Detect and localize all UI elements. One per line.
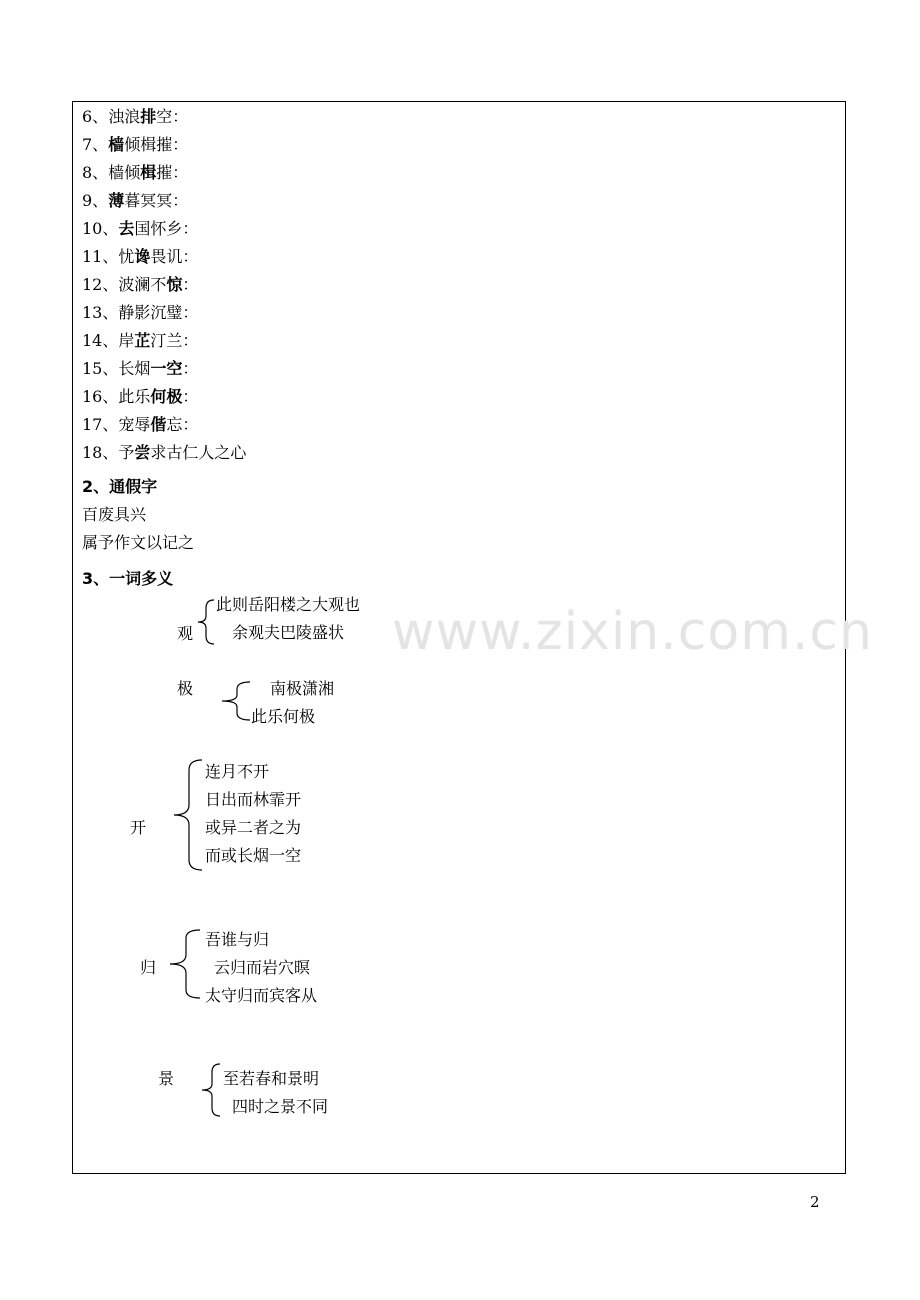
vocab-item-text: 静影沉璧： <box>118 303 199 322</box>
vocab-item-key-char: 薄 <box>108 191 125 210</box>
vocab-item-text: 予 <box>118 443 135 462</box>
vocab-item-text: ： <box>182 275 199 294</box>
vocab-item-text: 岸 <box>118 331 135 350</box>
vocab-item <box>82 219 198 239</box>
vocab-item-number: 17、 <box>82 415 119 434</box>
curly-brace-icon <box>200 1062 222 1118</box>
vocab-item-text: 樯倾 <box>108 163 141 182</box>
vocab-item <box>82 303 198 323</box>
vocab-item <box>82 443 246 463</box>
vocab-item-text: 空： <box>156 107 189 126</box>
vocab-item-number: 10、 <box>82 219 119 238</box>
vocab-item <box>82 387 198 407</box>
vocab-item-key-char: 惊 <box>166 275 183 294</box>
vocab-item-number: 12、 <box>82 275 119 294</box>
vocab-item-number: 18、 <box>82 443 119 462</box>
vocab-item-number: 9、 <box>82 191 109 210</box>
vocab-item-text: 此乐 <box>118 387 151 406</box>
page-number: 2 <box>810 1193 820 1211</box>
vocab-item-text: 畏讥： <box>150 247 199 266</box>
polysemy-phrase: 或异二者之为 <box>205 818 302 837</box>
polysemy-word: 观 <box>177 624 194 643</box>
vocab-item-number: 6、 <box>82 107 109 126</box>
polysemy-phrase: 四时之景不同 <box>232 1097 329 1116</box>
vocab-item-key-char: 芷 <box>134 331 151 350</box>
vocab-item-text: 倾楫摧： <box>124 135 189 154</box>
section-heading-tongjiazi: 2、通假字 <box>82 477 158 496</box>
vocab-item <box>82 359 198 379</box>
vocab-item-text: 汀兰： <box>150 331 199 350</box>
vocab-item-key-char: 尝 <box>134 443 151 462</box>
vocab-item-text: 摧： <box>156 163 189 182</box>
vocab-item-text: 宠辱 <box>118 415 151 434</box>
vocab-item-key-char: 偕 <box>150 415 167 434</box>
polysemy-phrase: 太守归而宾客从 <box>205 986 318 1005</box>
polysemy-word: 景 <box>158 1069 175 1088</box>
tongjiazi-item: 百废具兴 <box>82 505 147 524</box>
vocab-item <box>82 163 188 183</box>
watermark: www.zixin.com.cn <box>392 602 873 662</box>
polysemy-phrase: 日出而林霏开 <box>205 790 302 809</box>
vocab-item-number: 8、 <box>82 163 109 182</box>
vocab-item-text: 国怀乡： <box>134 219 199 238</box>
vocab-item-key-char: 排 <box>140 107 157 126</box>
vocab-item-text: 忧 <box>118 247 135 266</box>
polysemy-phrase: 南极潇湘 <box>270 679 335 698</box>
polysemy-phrase: 至若春和景明 <box>223 1069 320 1088</box>
vocab-item-number: 7、 <box>82 135 109 154</box>
polysemy-phrase: 吾谁与归 <box>205 930 270 949</box>
vocab-item-key-char: 一空 <box>150 359 183 378</box>
polysemy-phrase: 而或长烟一空 <box>205 846 302 865</box>
polysemy-word: 极 <box>177 679 194 698</box>
vocab-item <box>82 275 198 295</box>
vocab-item-text: 浊浪 <box>108 107 141 126</box>
vocab-item <box>82 247 198 267</box>
vocab-item <box>82 107 188 127</box>
vocab-item-number: 15、 <box>82 359 119 378</box>
vocab-item-text: ： <box>182 359 199 378</box>
tongjiazi-item: 属予作文以记之 <box>82 533 195 552</box>
curly-brace-icon <box>196 598 216 646</box>
curly-brace-icon <box>220 680 252 722</box>
curly-brace-icon <box>168 928 202 1000</box>
section-heading-yiciduoyi: 3、一词多义 <box>82 569 174 588</box>
vocab-item-key-char: 去 <box>118 219 135 238</box>
vocab-item-text: 暮冥冥： <box>124 191 189 210</box>
vocab-item-text: 求古仁人之心 <box>150 443 247 462</box>
polysemy-phrase: 此则岳阳楼之大观也 <box>216 595 361 614</box>
vocab-item-key-char: 樯 <box>108 135 125 154</box>
vocab-item-key-char: 楫 <box>140 163 157 182</box>
polysemy-phrase: 此乐何极 <box>251 707 316 726</box>
vocab-item-text: 长烟 <box>118 359 151 378</box>
vocab-item-key-char: 谗 <box>134 247 151 266</box>
polysemy-word: 开 <box>130 818 147 837</box>
curly-brace-icon <box>172 758 204 872</box>
vocab-item-text: 波澜不 <box>118 275 167 294</box>
vocab-item-number: 13、 <box>82 303 119 322</box>
vocab-item-text: 忘： <box>166 415 199 434</box>
vocab-item <box>82 415 198 435</box>
vocab-item <box>82 135 188 155</box>
vocab-item-key-char: 何极 <box>150 387 183 406</box>
polysemy-phrase: 云归而岩穴暝 <box>214 958 311 977</box>
polysemy-phrase: 连月不开 <box>205 762 270 781</box>
vocab-item-text: ： <box>182 387 199 406</box>
vocab-item <box>82 331 198 351</box>
polysemy-phrase: 余观夫巴陵盛状 <box>232 623 345 642</box>
vocab-item-number: 11、 <box>82 247 119 266</box>
vocab-item-number: 16、 <box>82 387 119 406</box>
polysemy-word: 归 <box>140 958 157 977</box>
vocab-item-number: 14、 <box>82 331 119 350</box>
vocab-item <box>82 191 188 211</box>
